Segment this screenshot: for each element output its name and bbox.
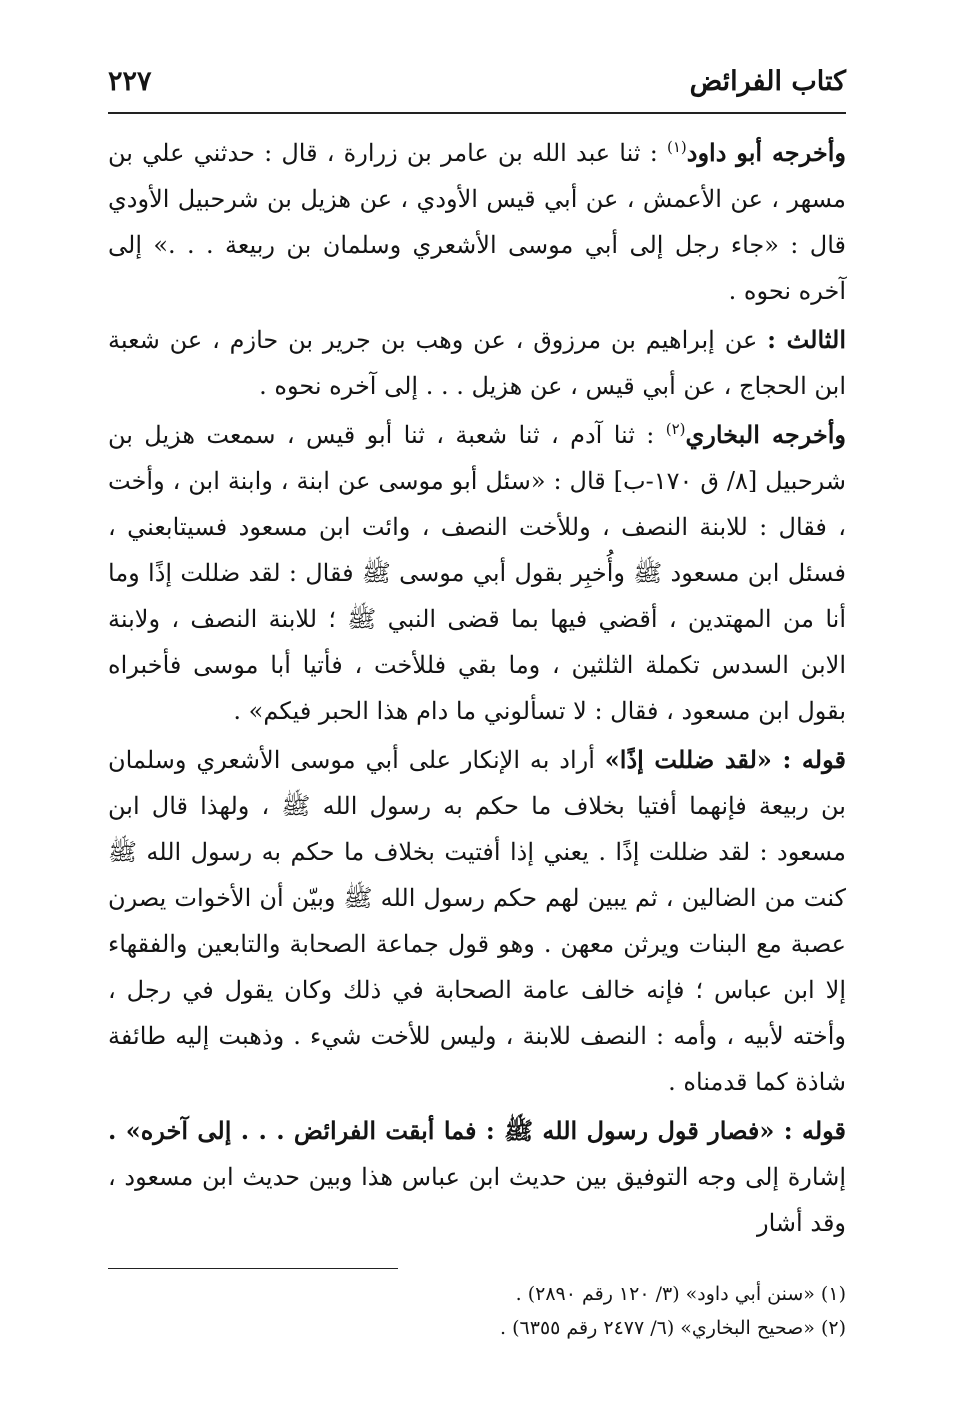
paragraph-text: : ثنا آدم ، ثنا شعبة ، ثنا أبو قيس ، سمعت هزيل بن شرحبيل [٨/ ق ١٧٠-ب] قال : «سئل أبو موسى عن ابنة ، وابنة ابن ، وأخت ، فقال : للابنة النصف ، وللأخت النصف ، وائت ابن مسعود فسيتابعني ، فسئل ابن مسعود ﷺ وأُخبِر بقول أبي موسى ﷺ فقال : لقد ضللت إذًا وما أنا من المهتدين ، أقضي فيها بما قضى النبي ﷺ ؛ للابنة النصف ، ولابنة الابن السدس تكملة الثلثين ، وما بقي فللأخت ، فأتيا أبا موسى فأخبراه بقول ابن مسعود ، فقال : لا تسألوني ما دام هذا الحبر فيكم» . — [108, 421, 847, 725]
paragraph-abu-dawud — [108, 130, 846, 314]
page-header — [108, 62, 846, 114]
paragraph-bukhari — [108, 412, 846, 734]
paragraph-third — [108, 317, 846, 409]
paragraph-lead: وأخرجه البخاري — [685, 420, 846, 449]
paragraph-text: إشارة إلى وجه التوفيق بين حديث ابن عباس هذا وبين حديث ابن مسعود ، وقد أشار — [108, 1163, 846, 1237]
paragraph-commentary-2 — [108, 1108, 846, 1246]
paragraph-lead: قوله : «فصار قول رسول الله ﷺ : فما أبقت الفرائض . . . إلى آخره» . — [108, 1116, 846, 1145]
paragraph-text: عن إبراهيم بن مرزوق ، عن وهب بن جرير بن حازم ، عن شعبة ابن الحجاج ، عن أبي قيس ، عن هزيل . . . إلى آخره نحوه . — [108, 326, 846, 400]
footnote-divider — [108, 1268, 398, 1269]
book-page — [108, 62, 846, 1345]
running-title: كتاب الفرائض — [689, 66, 846, 97]
paragraph-lead: قوله : «لقد ضللت إذًا» — [604, 745, 846, 774]
footnote-1: (١) «سنن أبي داود» (٣/ ١٢٠ رقم ٢٨٩٠) . — [515, 1283, 846, 1305]
paragraph-text: أراد به الإنكار على أبي موسى الأشعري وسلمان بن ربيعة فإنهما أفتيا بخلاف ما حكم به رسول الله ﷺ ، ولهذا قال ابن مسعود : لقد ضللت إذًا . يعني إذا أفتيت بخلاف ما حكم به رسول الله ﷺ كنت من الضالين ، ثم يبين لهم حكم رسول الله ﷺ وبيّن أن الأخوات يصرن عصبة مع البنات ويرثن معهن . وهو قول جماعة الصحابة والتابعين والفقهاء إلا ابن عباس ؛ فإنه خالف عامة الصحابة في ذلك وكان يقول في رجل ، وأخته لأبيه ، وأمه : النصف للابنة ، وليس للأخت شيء . وذهبت إليه طائفة شاذة كما قدمناه . — [108, 746, 846, 1096]
paragraph-lead: وأخرجه أبو داود — [686, 138, 846, 167]
main-text — [108, 130, 846, 1246]
footnote-2: (٢) «صحيح البخاري» (٦/ ٢٤٧٧ رقم ٦٣٥٥) . — [500, 1317, 846, 1339]
footnote-reference: (١) — [666, 138, 687, 156]
paragraph-text: : ثنا عبد الله بن عامر بن زرارة ، قال : حدثني علي بن مسهر ، عن الأعمش ، عن أبي قيس الأودي ، عن هزيل بن شرحبيل الأودي قال : «جاء رجل إلى أبي موسى الأشعري وسلمان بن ربيعة . . .» إلى آخره نحوه . — [108, 139, 846, 305]
footnotes — [108, 1277, 846, 1345]
paragraph-commentary-1 — [108, 737, 846, 1105]
paragraph-lead: الثالث : — [767, 325, 846, 354]
footnote-reference: (٢) — [665, 420, 686, 438]
page-number: ٢٢٧ — [108, 66, 152, 97]
